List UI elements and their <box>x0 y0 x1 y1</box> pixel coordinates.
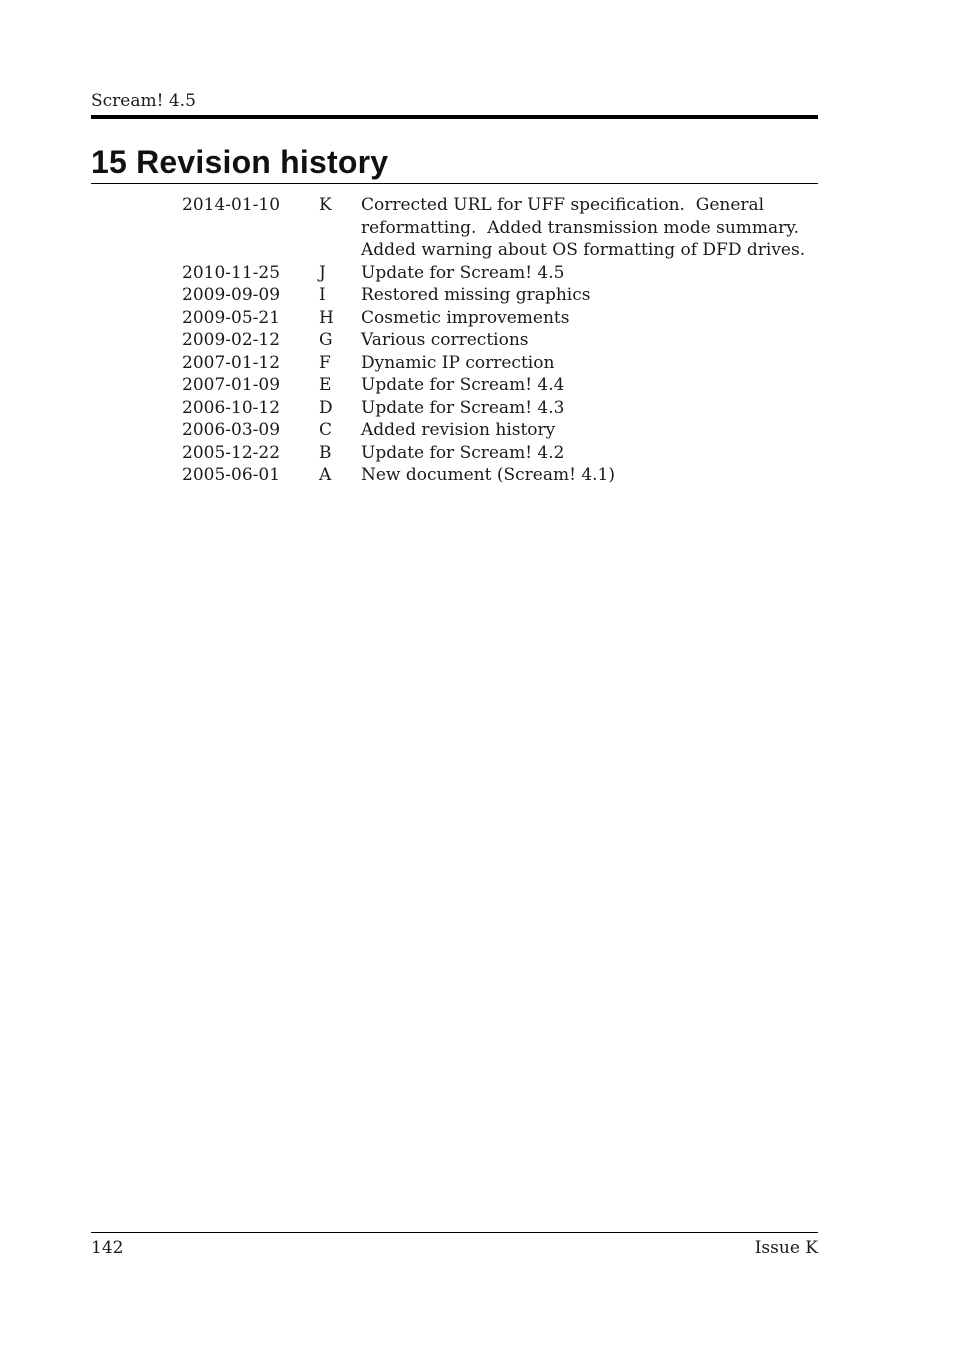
revision-date: 2009-02-12 <box>182 330 281 350</box>
revision-row <box>182 464 821 487</box>
revision-issue: B <box>319 442 332 463</box>
revision-row <box>182 284 821 307</box>
revision-date: 2009-09-09 <box>182 285 281 305</box>
revision-issue: K <box>319 195 332 215</box>
revision-row <box>182 352 821 375</box>
revision-history-table <box>182 194 821 487</box>
revision-row <box>182 329 821 352</box>
revision-description-line: Update for Scream! 4.3 <box>361 397 565 418</box>
revision-date: 2005-12-22 <box>182 442 281 463</box>
footer-issue-label: Issue K <box>754 1238 818 1258</box>
revision-row <box>182 442 821 465</box>
revision-row <box>182 397 821 420</box>
revision-date: 2006-03-09 <box>182 420 281 440</box>
revision-description <box>361 374 821 397</box>
revision-date: 2007-01-09 <box>182 375 281 395</box>
revision-description-line: Various corrections <box>361 330 529 350</box>
revision-description-line: Added revision history <box>361 420 556 440</box>
revision-table-body <box>182 194 821 487</box>
revision-issue: E <box>319 375 332 395</box>
revision-description-line: New document (Scream! 4.1) <box>361 465 615 485</box>
revision-description-line: Cosmetic improvements <box>361 307 570 328</box>
revision-description <box>361 284 821 307</box>
running-header: Scream! 4.5 <box>91 91 196 111</box>
revision-description <box>361 442 821 465</box>
revision-description-line: Dynamic IP correction <box>361 352 555 373</box>
revision-row <box>182 419 821 442</box>
revision-description <box>361 397 821 420</box>
revision-issue: I <box>319 285 326 305</box>
revision-issue: H <box>319 307 334 328</box>
revision-row <box>182 307 821 330</box>
revision-issue: G <box>319 330 333 350</box>
revision-row <box>182 374 821 397</box>
revision-date: 2014-01-10 <box>182 195 281 215</box>
revision-date: 2005-06-01 <box>182 465 281 485</box>
page-number: 142 <box>91 1238 124 1258</box>
footer-rule <box>91 1232 818 1233</box>
revision-date: 2007-01-12 <box>182 352 281 373</box>
revision-row <box>182 262 821 285</box>
revision-description-line: Added warning about OS formatting of DFD drives. <box>361 240 806 260</box>
revision-date: 2010-11-25 <box>182 262 281 283</box>
revision-description <box>361 194 821 262</box>
revision-description-line: Update for Scream! 4.2 <box>361 442 565 463</box>
revision-description-line: Restored missing graphics <box>361 285 591 305</box>
revision-issue: C <box>319 420 333 440</box>
revision-description <box>361 464 821 487</box>
revision-description-line: Update for Scream! 4.4 <box>361 375 565 395</box>
revision-issue: A <box>319 465 332 485</box>
revision-issue: D <box>319 397 333 418</box>
title-rule <box>91 183 818 184</box>
revision-date: 2009-05-21 <box>182 307 281 328</box>
revision-issue: J <box>319 262 326 283</box>
revision-issue: F <box>319 352 331 373</box>
revision-description <box>361 329 821 352</box>
revision-description-line: Corrected URL for UFF specification. General <box>361 195 765 215</box>
revision-description <box>361 262 821 285</box>
revision-description <box>361 419 821 442</box>
revision-description <box>361 352 821 375</box>
header-rule <box>91 115 818 119</box>
revision-description-line: Update for Scream! 4.5 <box>361 262 565 283</box>
revision-row <box>182 194 821 262</box>
section-title: 15 Revision history <box>91 144 389 180</box>
revision-description-line: reformatting. Added transmission mode summary. <box>361 217 800 238</box>
revision-description <box>361 307 821 330</box>
revision-date: 2006-10-12 <box>182 397 281 418</box>
